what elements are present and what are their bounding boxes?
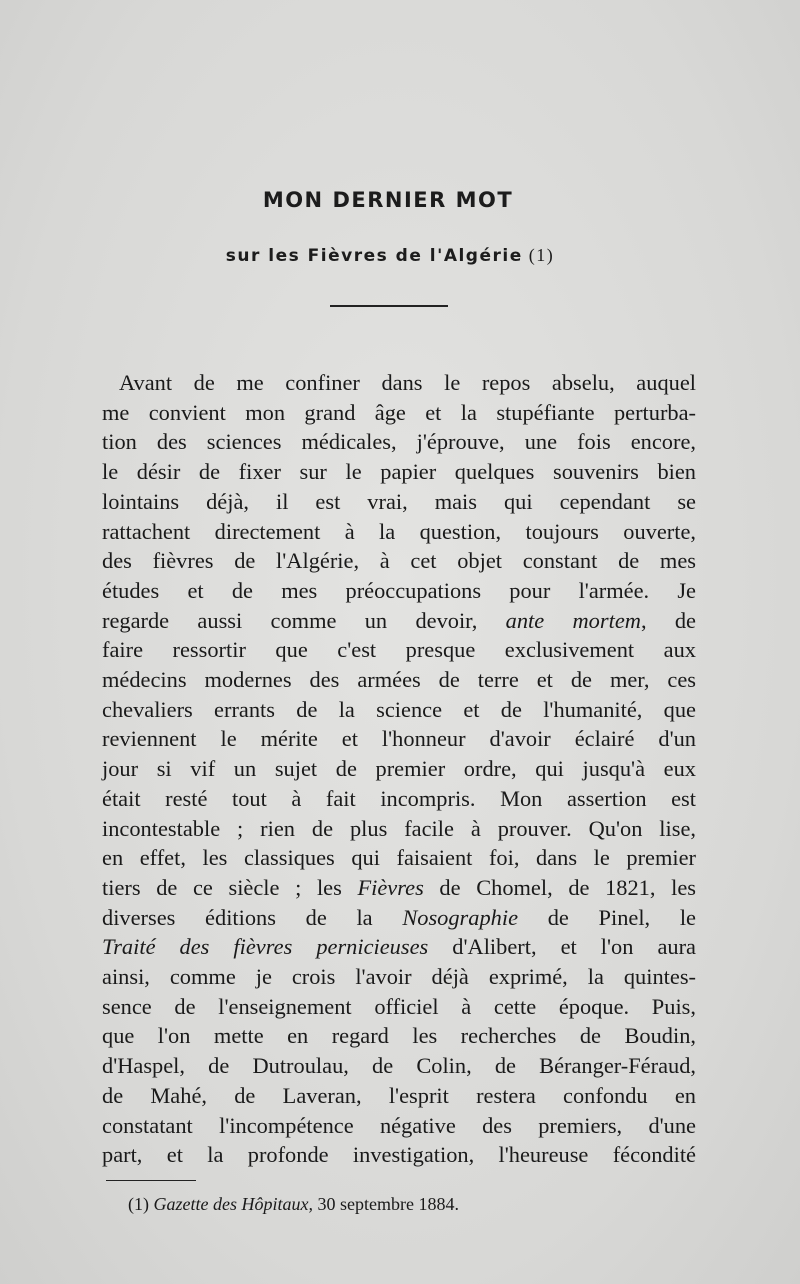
text-line — [102, 517, 696, 547]
text-segment: part, et la profonde investigation, l'heureuse fécondité — [102, 1142, 696, 1168]
text-segment: incontestable ; rien de plus facile à prouver. Qu'on lise, — [102, 815, 696, 841]
text-segment: jour si vif un sujet de premier ordre, qui jusqu'à eux — [102, 756, 696, 782]
text-segment: le désir de fixer sur le papier quelques souvenirs bien — [102, 459, 696, 485]
text-segment: Avant de me confiner dans le repos abselu, auquel — [119, 370, 696, 395]
text-line — [102, 992, 696, 1022]
footnote-source: Gazette des Hôpitaux, — [153, 1194, 313, 1214]
footnote-reference: (1) — [528, 245, 555, 265]
text-line — [102, 1051, 696, 1081]
text-line — [102, 1081, 696, 1111]
text-segment: que l'on mette en regard les recherches de Boudin, — [102, 1023, 696, 1049]
text-line — [102, 932, 696, 962]
text-segment: études et de mes préoccupations pour l'armée. Je — [102, 577, 696, 603]
text-segment: , de — [640, 607, 696, 633]
body-paragraph — [102, 368, 696, 1170]
text-line — [102, 457, 696, 487]
text-line — [102, 398, 696, 428]
text-line — [102, 487, 696, 517]
page-title: MON DERNIER MOT — [262, 188, 514, 212]
italic-phrase: Traité des fièvres pernicieuses — [102, 934, 429, 960]
text-segment: reviennent le mérite et l'honneur d'avoir éclairé d'un — [102, 726, 696, 752]
text-line — [102, 665, 696, 695]
italic-phrase: Fièvres — [357, 874, 424, 900]
text-line — [102, 903, 696, 933]
text-line — [102, 695, 696, 725]
text-segment: d'Alibert, et l'on aura — [428, 934, 696, 960]
text-segment: de Mahé, de Laveran, l'esprit restera confondu en — [102, 1082, 696, 1108]
text-segment: me convient mon grand âge et la stupéfiante perturba- — [102, 399, 696, 425]
text-segment: rattachent directement à la question, toujours ouverte, — [102, 518, 696, 544]
text-segment: d'Haspel, de Dutroulau, de Colin, de Béranger-Féraud, — [102, 1053, 696, 1079]
text-line — [102, 606, 696, 636]
text-segment: était resté tout à fait incompris. Mon assertion est — [102, 785, 696, 811]
text-line — [102, 843, 696, 873]
text-segment: constatant l'incompétence négative des premiers, d'une — [102, 1112, 696, 1138]
text-segment: de Chomel, de 1821, les — [423, 874, 696, 900]
text-segment: des fièvres de l'Algérie, à cet objet constant de mes — [102, 548, 696, 574]
text-line — [102, 576, 696, 606]
subtitle-text: sur les Fièvres de l'Algérie — [225, 246, 523, 266]
text-segment: faire ressortir que c'est presque exclusivement aux — [102, 637, 696, 663]
text-segment: regarde aussi comme un devoir, — [102, 607, 506, 633]
text-line — [102, 546, 696, 576]
text-line — [102, 1140, 696, 1170]
text-line — [102, 784, 696, 814]
text-line — [102, 1021, 696, 1051]
footnote-divider — [106, 1180, 196, 1181]
text-segment: tion des sciences médicales, j'éprouve, une fois encore, — [102, 429, 696, 455]
text-segment: tiers de ce siècle ; les — [102, 874, 358, 900]
text-segment: en effet, les classiques qui faisaient foi, dans le premier — [102, 845, 696, 871]
text-segment: diverses éditions de la — [102, 904, 403, 930]
title-divider — [330, 305, 448, 307]
text-line — [102, 1111, 696, 1141]
footnote-date: 30 septembre 1884. — [317, 1194, 459, 1214]
text-segment: ainsi, comme je crois l'avoir déjà exprimé, la quintes- — [102, 964, 696, 990]
text-line — [102, 724, 696, 754]
text-segment: de Pinel, le — [518, 904, 696, 930]
text-line — [102, 635, 696, 665]
italic-phrase: ante mortem — [505, 607, 641, 633]
italic-phrase: Nosographie — [402, 904, 519, 930]
footnote-marker: (1) — [128, 1194, 149, 1214]
text-line — [102, 368, 696, 398]
text-segment: lointains déjà, il est vrai, mais qui cependant se — [102, 488, 696, 514]
text-segment: chevaliers errants de la science et de l'humanité, que — [102, 696, 696, 722]
text-segment: médecins modernes des armées de terre et de mer, ces — [102, 667, 696, 693]
text-segment: sence de l'enseignement officiel à cette époque. Puis, — [102, 993, 696, 1019]
text-line — [102, 427, 696, 457]
text-line — [102, 962, 696, 992]
text-line — [102, 754, 696, 784]
text-line — [102, 873, 696, 903]
text-line — [102, 814, 696, 844]
footnote — [128, 1194, 459, 1215]
page-subtitle — [0, 245, 780, 266]
